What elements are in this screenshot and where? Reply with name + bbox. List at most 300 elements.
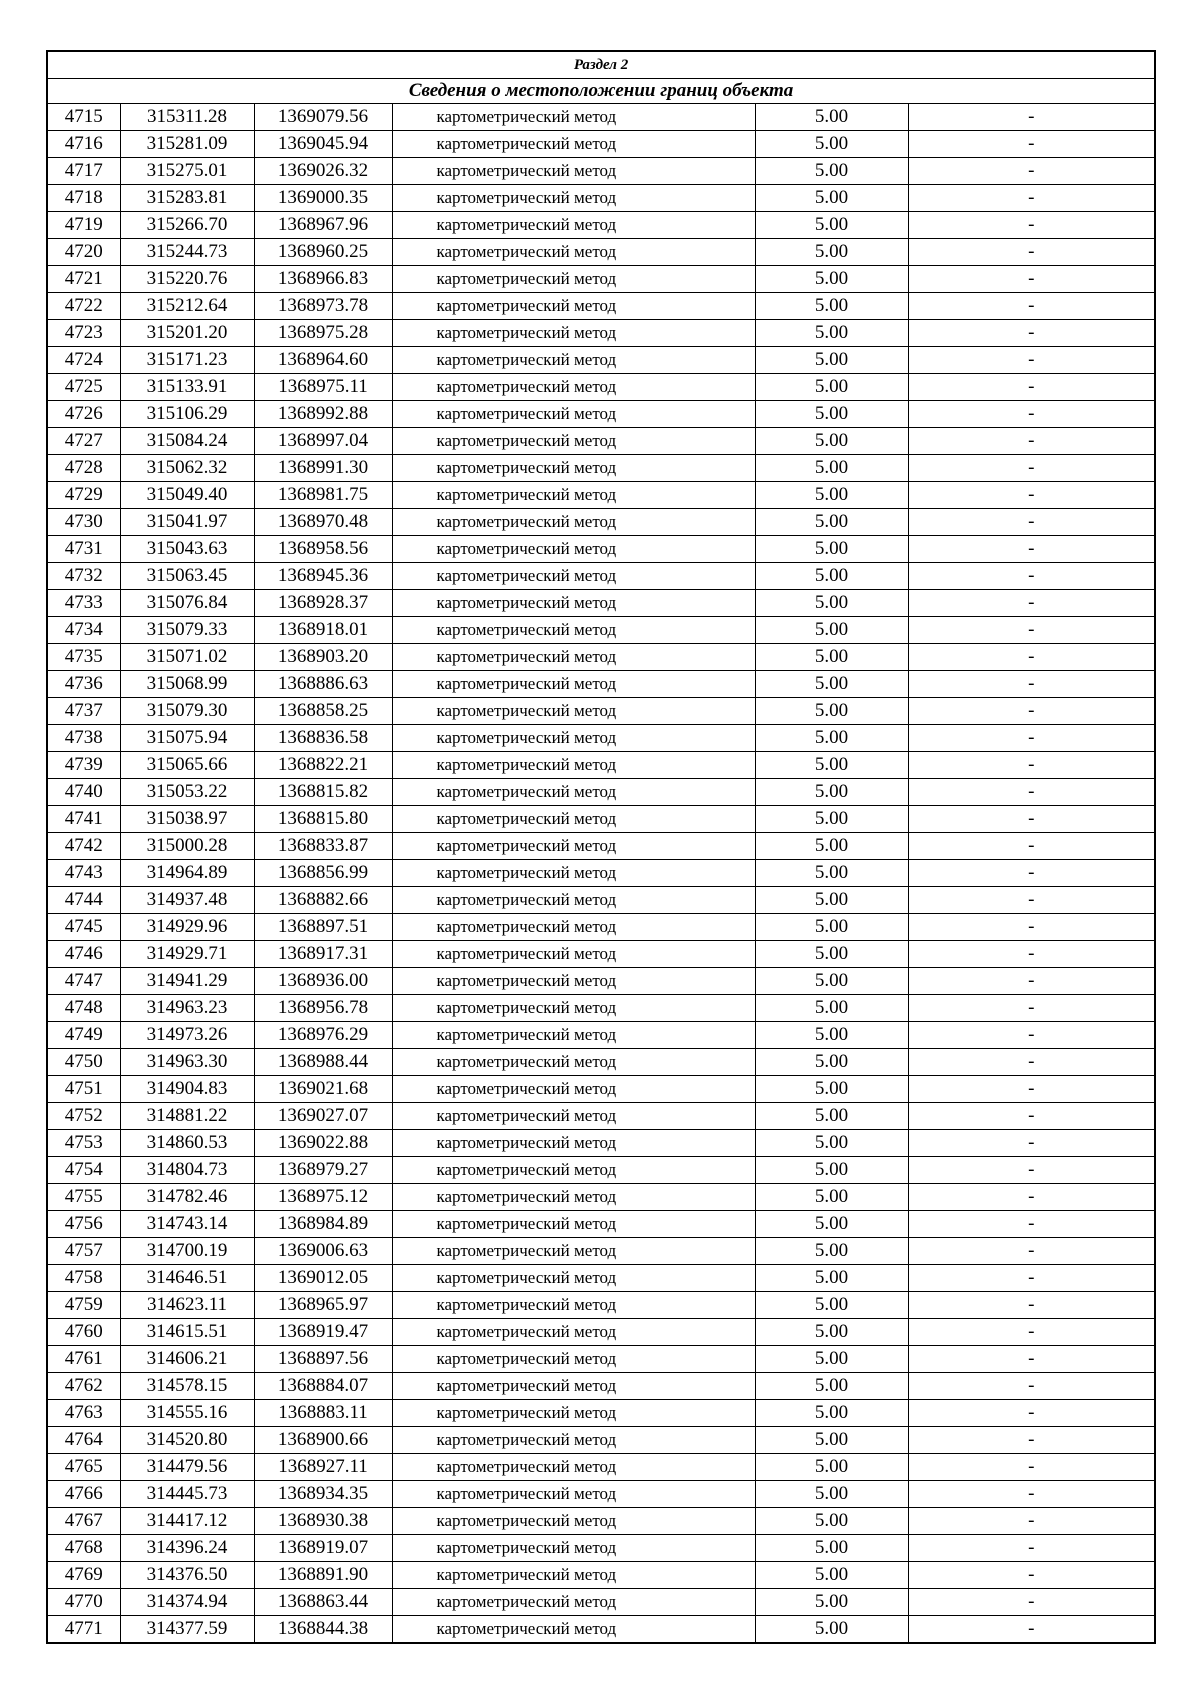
coord-y: 1368988.44 bbox=[254, 1049, 392, 1076]
note-cell: - bbox=[908, 1022, 1155, 1049]
coord-y: 1369079.56 bbox=[254, 104, 392, 131]
table-row bbox=[47, 293, 1155, 320]
point-number: 4747 bbox=[47, 968, 120, 995]
coord-x: 314929.96 bbox=[120, 914, 254, 941]
note-cell: - bbox=[908, 914, 1155, 941]
accuracy-cell: 5.00 bbox=[755, 806, 908, 833]
note-cell: - bbox=[908, 833, 1155, 860]
point-number: 4735 bbox=[47, 644, 120, 671]
method-cell: картометрический метод bbox=[392, 131, 755, 158]
coord-y: 1368976.29 bbox=[254, 1022, 392, 1049]
method-cell: картометрический метод bbox=[392, 1346, 755, 1373]
note-cell: - bbox=[908, 347, 1155, 374]
point-number: 4726 bbox=[47, 401, 120, 428]
coord-y: 1368964.60 bbox=[254, 347, 392, 374]
table-row bbox=[47, 1211, 1155, 1238]
point-number: 4748 bbox=[47, 995, 120, 1022]
method-cell: картометрический метод bbox=[392, 374, 755, 401]
coord-y: 1368897.51 bbox=[254, 914, 392, 941]
coord-x: 315244.73 bbox=[120, 239, 254, 266]
note-cell: - bbox=[908, 428, 1155, 455]
accuracy-cell: 5.00 bbox=[755, 104, 908, 131]
coord-x: 315275.01 bbox=[120, 158, 254, 185]
note-cell: - bbox=[908, 1616, 1155, 1644]
accuracy-cell: 5.00 bbox=[755, 455, 908, 482]
point-number: 4723 bbox=[47, 320, 120, 347]
coord-x: 315065.66 bbox=[120, 752, 254, 779]
method-cell: картометрический метод bbox=[392, 941, 755, 968]
coordinates-table bbox=[46, 50, 1156, 1644]
method-cell: картометрический метод bbox=[392, 212, 755, 239]
accuracy-cell: 5.00 bbox=[755, 1319, 908, 1346]
coord-y: 1368958.56 bbox=[254, 536, 392, 563]
method-cell: картометрический метод bbox=[392, 320, 755, 347]
point-number: 4716 bbox=[47, 131, 120, 158]
accuracy-cell: 5.00 bbox=[755, 239, 908, 266]
point-number: 4744 bbox=[47, 887, 120, 914]
note-cell: - bbox=[908, 644, 1155, 671]
point-number: 4736 bbox=[47, 671, 120, 698]
method-cell: картометрический метод bbox=[392, 644, 755, 671]
coord-y: 1368967.96 bbox=[254, 212, 392, 239]
note-cell: - bbox=[908, 158, 1155, 185]
coord-y: 1368836.58 bbox=[254, 725, 392, 752]
coord-x: 314700.19 bbox=[120, 1238, 254, 1265]
table-row bbox=[47, 860, 1155, 887]
coord-x: 314417.12 bbox=[120, 1508, 254, 1535]
accuracy-cell: 5.00 bbox=[755, 1346, 908, 1373]
coord-x: 314374.94 bbox=[120, 1589, 254, 1616]
note-cell: - bbox=[908, 1157, 1155, 1184]
point-number: 4749 bbox=[47, 1022, 120, 1049]
accuracy-cell: 5.00 bbox=[755, 860, 908, 887]
coord-x: 314606.21 bbox=[120, 1346, 254, 1373]
note-cell: - bbox=[908, 1346, 1155, 1373]
note-cell: - bbox=[908, 887, 1155, 914]
note-cell: - bbox=[908, 185, 1155, 212]
note-cell: - bbox=[908, 212, 1155, 239]
accuracy-cell: 5.00 bbox=[755, 293, 908, 320]
point-number: 4741 bbox=[47, 806, 120, 833]
table-row bbox=[47, 509, 1155, 536]
method-cell: картометрический метод bbox=[392, 968, 755, 995]
note-cell: - bbox=[908, 671, 1155, 698]
table-row bbox=[47, 1265, 1155, 1292]
coord-x: 315043.63 bbox=[120, 536, 254, 563]
method-cell: картометрический метод bbox=[392, 482, 755, 509]
accuracy-cell: 5.00 bbox=[755, 1589, 908, 1616]
note-cell: - bbox=[908, 806, 1155, 833]
coord-y: 1369006.63 bbox=[254, 1238, 392, 1265]
note-cell: - bbox=[908, 1049, 1155, 1076]
method-cell: картометрический метод bbox=[392, 401, 755, 428]
coord-x: 314578.15 bbox=[120, 1373, 254, 1400]
coord-x: 315053.22 bbox=[120, 779, 254, 806]
accuracy-cell: 5.00 bbox=[755, 1130, 908, 1157]
note-cell: - bbox=[908, 563, 1155, 590]
coord-x: 314445.73 bbox=[120, 1481, 254, 1508]
point-number: 4752 bbox=[47, 1103, 120, 1130]
accuracy-cell: 5.00 bbox=[755, 968, 908, 995]
coord-y: 1368997.04 bbox=[254, 428, 392, 455]
accuracy-cell: 5.00 bbox=[755, 1184, 908, 1211]
table-row bbox=[47, 995, 1155, 1022]
accuracy-cell: 5.00 bbox=[755, 158, 908, 185]
point-number: 4717 bbox=[47, 158, 120, 185]
note-cell: - bbox=[908, 860, 1155, 887]
method-cell: картометрический метод bbox=[392, 1265, 755, 1292]
table-row bbox=[47, 428, 1155, 455]
note-cell: - bbox=[908, 1076, 1155, 1103]
accuracy-cell: 5.00 bbox=[755, 320, 908, 347]
table-row bbox=[47, 941, 1155, 968]
coord-x: 314941.29 bbox=[120, 968, 254, 995]
coord-x: 315049.40 bbox=[120, 482, 254, 509]
coord-y: 1368934.35 bbox=[254, 1481, 392, 1508]
accuracy-cell: 5.00 bbox=[755, 1427, 908, 1454]
table-row bbox=[47, 752, 1155, 779]
coord-x: 315311.28 bbox=[120, 104, 254, 131]
method-cell: картометрический метод bbox=[392, 1373, 755, 1400]
coord-y: 1368856.99 bbox=[254, 860, 392, 887]
method-cell: картометрический метод bbox=[392, 1022, 755, 1049]
coord-y: 1369022.88 bbox=[254, 1130, 392, 1157]
table-row bbox=[47, 1130, 1155, 1157]
accuracy-cell: 5.00 bbox=[755, 1508, 908, 1535]
coord-y: 1368886.63 bbox=[254, 671, 392, 698]
note-cell: - bbox=[908, 1211, 1155, 1238]
point-number: 4768 bbox=[47, 1535, 120, 1562]
coord-y: 1368858.25 bbox=[254, 698, 392, 725]
point-number: 4763 bbox=[47, 1400, 120, 1427]
coord-y: 1368844.38 bbox=[254, 1616, 392, 1644]
table-row bbox=[47, 320, 1155, 347]
coord-x: 314964.89 bbox=[120, 860, 254, 887]
note-cell: - bbox=[908, 617, 1155, 644]
note-cell: - bbox=[908, 968, 1155, 995]
coord-x: 314963.30 bbox=[120, 1049, 254, 1076]
coord-y: 1369045.94 bbox=[254, 131, 392, 158]
coord-x: 315084.24 bbox=[120, 428, 254, 455]
method-cell: картометрический метод bbox=[392, 1211, 755, 1238]
table-row bbox=[47, 1319, 1155, 1346]
accuracy-cell: 5.00 bbox=[755, 401, 908, 428]
coord-x: 315041.97 bbox=[120, 509, 254, 536]
method-cell: картометрический метод bbox=[392, 1589, 755, 1616]
table-row bbox=[47, 1238, 1155, 1265]
point-number: 4751 bbox=[47, 1076, 120, 1103]
table-row bbox=[47, 212, 1155, 239]
note-cell: - bbox=[908, 1238, 1155, 1265]
coord-x: 315283.81 bbox=[120, 185, 254, 212]
coord-x: 315062.32 bbox=[120, 455, 254, 482]
coord-y: 1368979.27 bbox=[254, 1157, 392, 1184]
point-number: 4769 bbox=[47, 1562, 120, 1589]
method-cell: картометрический метод bbox=[392, 185, 755, 212]
note-cell: - bbox=[908, 1373, 1155, 1400]
coord-y: 1368884.07 bbox=[254, 1373, 392, 1400]
point-number: 4739 bbox=[47, 752, 120, 779]
coord-x: 315063.45 bbox=[120, 563, 254, 590]
method-cell: картометрический метод bbox=[392, 887, 755, 914]
method-cell: картометрический метод bbox=[392, 752, 755, 779]
point-number: 4724 bbox=[47, 347, 120, 374]
point-number: 4771 bbox=[47, 1616, 120, 1644]
coord-x: 314615.51 bbox=[120, 1319, 254, 1346]
method-cell: картометрический метод bbox=[392, 1454, 755, 1481]
accuracy-cell: 5.00 bbox=[755, 779, 908, 806]
coord-y: 1368960.25 bbox=[254, 239, 392, 266]
coord-x: 315266.70 bbox=[120, 212, 254, 239]
coord-y: 1368966.83 bbox=[254, 266, 392, 293]
accuracy-cell: 5.00 bbox=[755, 887, 908, 914]
coord-x: 314860.53 bbox=[120, 1130, 254, 1157]
table-row bbox=[47, 1022, 1155, 1049]
point-number: 4758 bbox=[47, 1265, 120, 1292]
section-title-row bbox=[47, 79, 1155, 104]
table-row bbox=[47, 1427, 1155, 1454]
table-row bbox=[47, 455, 1155, 482]
coord-x: 314743.14 bbox=[120, 1211, 254, 1238]
point-number: 4737 bbox=[47, 698, 120, 725]
coord-y: 1368919.47 bbox=[254, 1319, 392, 1346]
coord-y: 1368815.80 bbox=[254, 806, 392, 833]
note-cell: - bbox=[908, 131, 1155, 158]
method-cell: картометрический метод bbox=[392, 1049, 755, 1076]
method-cell: картометрический метод bbox=[392, 1481, 755, 1508]
table-row bbox=[47, 617, 1155, 644]
coord-x: 314929.71 bbox=[120, 941, 254, 968]
point-number: 4725 bbox=[47, 374, 120, 401]
accuracy-cell: 5.00 bbox=[755, 644, 908, 671]
method-cell: картометрический метод bbox=[392, 1427, 755, 1454]
point-number: 4732 bbox=[47, 563, 120, 590]
accuracy-cell: 5.00 bbox=[755, 509, 908, 536]
point-number: 4762 bbox=[47, 1373, 120, 1400]
table-row bbox=[47, 1346, 1155, 1373]
note-cell: - bbox=[908, 698, 1155, 725]
coord-x: 315079.30 bbox=[120, 698, 254, 725]
table-row bbox=[47, 833, 1155, 860]
coord-x: 315038.97 bbox=[120, 806, 254, 833]
accuracy-cell: 5.00 bbox=[755, 374, 908, 401]
table-row bbox=[47, 671, 1155, 698]
coord-y: 1368928.37 bbox=[254, 590, 392, 617]
section-label: Раздел 2 bbox=[47, 51, 1155, 79]
method-cell: картометрический метод bbox=[392, 1157, 755, 1184]
method-cell: картометрический метод bbox=[392, 509, 755, 536]
accuracy-cell: 5.00 bbox=[755, 617, 908, 644]
coord-y: 1368903.20 bbox=[254, 644, 392, 671]
note-cell: - bbox=[908, 1184, 1155, 1211]
table-row bbox=[47, 968, 1155, 995]
accuracy-cell: 5.00 bbox=[755, 914, 908, 941]
coord-y: 1368981.75 bbox=[254, 482, 392, 509]
method-cell: картометрический метод bbox=[392, 1130, 755, 1157]
coord-y: 1368975.28 bbox=[254, 320, 392, 347]
note-cell: - bbox=[908, 536, 1155, 563]
accuracy-cell: 5.00 bbox=[755, 698, 908, 725]
point-number: 4743 bbox=[47, 860, 120, 887]
point-number: 4728 bbox=[47, 455, 120, 482]
point-number: 4745 bbox=[47, 914, 120, 941]
table-row bbox=[47, 131, 1155, 158]
method-cell: картометрический метод bbox=[392, 590, 755, 617]
table-row bbox=[47, 887, 1155, 914]
note-cell: - bbox=[908, 401, 1155, 428]
accuracy-cell: 5.00 bbox=[755, 941, 908, 968]
coord-x: 315076.84 bbox=[120, 590, 254, 617]
table-row bbox=[47, 1508, 1155, 1535]
point-number: 4767 bbox=[47, 1508, 120, 1535]
coord-y: 1368863.44 bbox=[254, 1589, 392, 1616]
note-cell: - bbox=[908, 779, 1155, 806]
method-cell: картометрический метод bbox=[392, 698, 755, 725]
method-cell: картометрический метод bbox=[392, 779, 755, 806]
accuracy-cell: 5.00 bbox=[755, 1292, 908, 1319]
coord-x: 314904.83 bbox=[120, 1076, 254, 1103]
point-number: 4765 bbox=[47, 1454, 120, 1481]
coord-y: 1368975.11 bbox=[254, 374, 392, 401]
point-number: 4719 bbox=[47, 212, 120, 239]
note-cell: - bbox=[908, 941, 1155, 968]
table-row bbox=[47, 806, 1155, 833]
table-row bbox=[47, 158, 1155, 185]
coord-y: 1368975.12 bbox=[254, 1184, 392, 1211]
accuracy-cell: 5.00 bbox=[755, 212, 908, 239]
coord-x: 315281.09 bbox=[120, 131, 254, 158]
note-cell: - bbox=[908, 1319, 1155, 1346]
point-number: 4766 bbox=[47, 1481, 120, 1508]
coord-x: 315079.33 bbox=[120, 617, 254, 644]
table-row bbox=[47, 644, 1155, 671]
point-number: 4718 bbox=[47, 185, 120, 212]
method-cell: картометрический метод bbox=[392, 104, 755, 131]
table-row bbox=[47, 482, 1155, 509]
coord-y: 1368833.87 bbox=[254, 833, 392, 860]
table-row bbox=[47, 1616, 1155, 1644]
point-number: 4761 bbox=[47, 1346, 120, 1373]
coord-y: 1369027.07 bbox=[254, 1103, 392, 1130]
accuracy-cell: 5.00 bbox=[755, 1616, 908, 1644]
method-cell: картометрический метод bbox=[392, 1076, 755, 1103]
coord-y: 1368973.78 bbox=[254, 293, 392, 320]
point-number: 4730 bbox=[47, 509, 120, 536]
method-cell: картометрический метод bbox=[392, 1238, 755, 1265]
coord-x: 314376.50 bbox=[120, 1562, 254, 1589]
table-row bbox=[47, 185, 1155, 212]
table-row bbox=[47, 590, 1155, 617]
table-row bbox=[47, 1292, 1155, 1319]
method-cell: картометрический метод bbox=[392, 860, 755, 887]
accuracy-cell: 5.00 bbox=[755, 563, 908, 590]
note-cell: - bbox=[908, 752, 1155, 779]
coord-x: 315000.28 bbox=[120, 833, 254, 860]
table-row bbox=[47, 1400, 1155, 1427]
method-cell: картометрический метод bbox=[392, 1319, 755, 1346]
point-number: 4757 bbox=[47, 1238, 120, 1265]
point-number: 4760 bbox=[47, 1319, 120, 1346]
point-number: 4750 bbox=[47, 1049, 120, 1076]
method-cell: картометрический метод bbox=[392, 617, 755, 644]
note-cell: - bbox=[908, 482, 1155, 509]
table-row bbox=[47, 1184, 1155, 1211]
note-cell: - bbox=[908, 1481, 1155, 1508]
point-number: 4720 bbox=[47, 239, 120, 266]
note-cell: - bbox=[908, 1427, 1155, 1454]
table-row bbox=[47, 1049, 1155, 1076]
note-cell: - bbox=[908, 1103, 1155, 1130]
point-number: 4755 bbox=[47, 1184, 120, 1211]
table-row bbox=[47, 725, 1155, 752]
accuracy-cell: 5.00 bbox=[755, 995, 908, 1022]
point-number: 4754 bbox=[47, 1157, 120, 1184]
point-number: 4764 bbox=[47, 1427, 120, 1454]
coord-x: 315106.29 bbox=[120, 401, 254, 428]
method-cell: картометрический метод bbox=[392, 428, 755, 455]
method-cell: картометрический метод bbox=[392, 158, 755, 185]
accuracy-cell: 5.00 bbox=[755, 1049, 908, 1076]
point-number: 4759 bbox=[47, 1292, 120, 1319]
method-cell: картометрический метод bbox=[392, 536, 755, 563]
note-cell: - bbox=[908, 293, 1155, 320]
note-cell: - bbox=[908, 509, 1155, 536]
method-cell: картометрический метод bbox=[392, 1535, 755, 1562]
accuracy-cell: 5.00 bbox=[755, 1481, 908, 1508]
point-number: 4746 bbox=[47, 941, 120, 968]
method-cell: картометрический метод bbox=[392, 1616, 755, 1644]
table-row bbox=[47, 1481, 1155, 1508]
note-cell: - bbox=[908, 1400, 1155, 1427]
coord-y: 1369021.68 bbox=[254, 1076, 392, 1103]
coord-x: 314804.73 bbox=[120, 1157, 254, 1184]
accuracy-cell: 5.00 bbox=[755, 428, 908, 455]
table-row bbox=[47, 1535, 1155, 1562]
coord-y: 1369012.05 bbox=[254, 1265, 392, 1292]
note-cell: - bbox=[908, 1508, 1155, 1535]
point-number: 4753 bbox=[47, 1130, 120, 1157]
point-number: 4738 bbox=[47, 725, 120, 752]
point-number: 4770 bbox=[47, 1589, 120, 1616]
note-cell: - bbox=[908, 590, 1155, 617]
accuracy-cell: 5.00 bbox=[755, 266, 908, 293]
accuracy-cell: 5.00 bbox=[755, 833, 908, 860]
note-cell: - bbox=[908, 1589, 1155, 1616]
table-row bbox=[47, 1076, 1155, 1103]
coord-x: 314623.11 bbox=[120, 1292, 254, 1319]
accuracy-cell: 5.00 bbox=[755, 590, 908, 617]
method-cell: картометрический метод bbox=[392, 833, 755, 860]
coord-y: 1368883.11 bbox=[254, 1400, 392, 1427]
note-cell: - bbox=[908, 1265, 1155, 1292]
table-row bbox=[47, 239, 1155, 266]
note-cell: - bbox=[908, 1292, 1155, 1319]
method-cell: картометрический метод bbox=[392, 995, 755, 1022]
accuracy-cell: 5.00 bbox=[755, 1535, 908, 1562]
table-row bbox=[47, 1373, 1155, 1400]
coord-x: 315201.20 bbox=[120, 320, 254, 347]
method-cell: картометрический метод bbox=[392, 725, 755, 752]
table-row bbox=[47, 1103, 1155, 1130]
table-row bbox=[47, 563, 1155, 590]
note-cell: - bbox=[908, 1454, 1155, 1481]
coord-x: 314881.22 bbox=[120, 1103, 254, 1130]
coord-y: 1368891.90 bbox=[254, 1562, 392, 1589]
point-number: 4756 bbox=[47, 1211, 120, 1238]
coord-y: 1368984.89 bbox=[254, 1211, 392, 1238]
point-number: 4727 bbox=[47, 428, 120, 455]
coord-x: 315133.91 bbox=[120, 374, 254, 401]
